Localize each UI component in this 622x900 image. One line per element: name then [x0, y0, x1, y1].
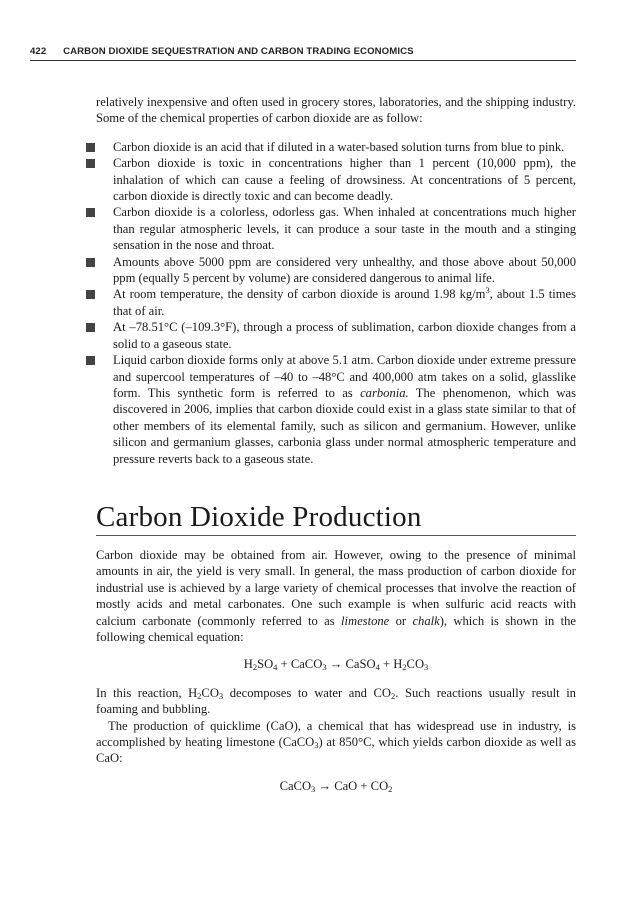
- chemical-equation-quicklime: [96, 778, 576, 794]
- emphasis-limestone: limestone: [341, 613, 390, 628]
- list-item-text: Carbon dioxide is a colorless, odorless gas. When inhaled at concentrations much higher than regular atmospheric levels, it can produce a sour taste in the mouth and a stinging sensation in the nose and throat.: [113, 205, 576, 253]
- bullet-square-icon: [86, 143, 95, 152]
- subscript: 3: [322, 662, 327, 673]
- reaction-paragraph: [96, 685, 576, 718]
- list-item-text: The phenomenon, which was discovered in 2006, implies that carbon dioxide could exist in a glass state similar to that of other members of its elemental family, such as silicon and germanium. However, unlike silicon and germanium glasses, carbonia glass under normal atmospheric temperature and pressure reverts back to a gaseous state.: [113, 385, 576, 466]
- bullet-square-icon: [86, 356, 95, 365]
- text-run: . Such reactions usually result in foaming and bubbling.: [96, 685, 576, 717]
- subscript: 3: [314, 740, 319, 750]
- subscript: 2: [252, 662, 258, 673]
- formula-text: H: [243, 657, 253, 672]
- text-run: decomposes to water and CO: [223, 685, 391, 700]
- list-item-text: At –78.51°C (–109.3°F), through a process of sublimation, carbon dioxide changes from a solid to a gaseous state.: [113, 320, 576, 351]
- subscript: 2: [390, 690, 396, 701]
- list-item-text: At room temperature, the density of carbon dioxide is around 1.98 kg/m: [113, 287, 486, 302]
- list-item-text: , about 1.5 times that of air.: [113, 287, 577, 318]
- list-item: [96, 319, 576, 352]
- section-heading: Carbon Dioxide Production: [96, 500, 576, 536]
- list-item: [96, 139, 576, 155]
- emphasis-carbonia: carbonia.: [360, 385, 409, 400]
- bullet-square-icon: [86, 290, 95, 299]
- page-body: [96, 94, 576, 806]
- subscript: 2: [402, 662, 407, 673]
- text-run: Carbon dioxide may be obtained from air. However, owing to the presence of minimal amounts in air, the yield is very small. In general, the mass production of carbon dioxide for industrial use is achieved by a large variety of chemical processes that involve the reaction of mostly acids and metal carbonates. One such example is when sulfuric acid reacts with calcium carbonate (commonly referred to as: [96, 547, 576, 628]
- subscript: 4: [375, 662, 380, 673]
- text-run: ), which is shown in the following chemical equation:: [96, 613, 576, 644]
- subscript: 2: [197, 690, 202, 701]
- list-item-text: Amounts above 5000 ppm are considered very unhealthy, and those above about 50,000 ppm (equally 5 percent by volume) are considered dangerous to animal life.: [113, 254, 576, 286]
- list-item-text: Carbon dioxide is toxic in concentrations higher than 1 percent (10,000 ppm), the inhalation of which can cause a feeling of drowsiness. At concentrations of 5 percent, carbon dioxide is directly toxic and can become deadly.: [113, 156, 576, 204]
- subscript: 4: [273, 662, 278, 673]
- page-number: 422: [30, 46, 47, 57]
- properties-list: [96, 139, 576, 467]
- subscript: 3: [311, 783, 316, 794]
- text-run: In this reaction, H: [96, 685, 198, 700]
- list-item-text: Liquid carbon dioxide forms only at above 5.1 atm. Carbon dioxide under extreme pressure and supercool temperatures of –40 to –48°C and 400,000 atm takes on a solid, glasslike form. This synthetic form is referred to as: [113, 353, 576, 400]
- quicklime-paragraph: [96, 718, 576, 767]
- subscript: 2: [388, 783, 393, 794]
- superscript: 3: [485, 285, 490, 296]
- subscript: 3: [424, 662, 429, 673]
- bullet-square-icon: [86, 208, 95, 217]
- chemical-equation-sulfuric: [96, 656, 576, 672]
- list-item: [96, 352, 576, 467]
- bullet-square-icon: [86, 258, 95, 267]
- text-run: or: [389, 613, 413, 628]
- list-item: [96, 155, 576, 204]
- intro-paragraph: relatively inexpensive and often used in grocery stores, laboratories, and the shipping industry. Some of the chemical properties of carbon dioxide are as follow:: [96, 95, 576, 126]
- list-item: [96, 286, 576, 319]
- bullet-square-icon: [86, 159, 95, 168]
- text-run: CO: [201, 685, 219, 700]
- running-title: CARBON DIOXIDE SEQUESTRATION AND CARBON TRADING ECONOMICS: [63, 46, 414, 57]
- formula-text: CaCO: [279, 778, 312, 793]
- text-run: The production of quicklime (CaO), a chemical that has widespread use in industry, is accomplished by heating limestone (CaCO: [96, 718, 576, 749]
- formula-text: + CaCO: [277, 657, 323, 672]
- production-paragraph: [96, 547, 576, 645]
- subscript: 3: [218, 690, 224, 701]
- formula-text: + H: [379, 657, 403, 672]
- formula-text: SO: [257, 657, 274, 672]
- list-item-text: Carbon dioxide is an acid that if diluted in a water-based solution turns from blue to pink.: [113, 139, 565, 154]
- list-item: [96, 204, 576, 253]
- formula-text: CO: [406, 657, 425, 672]
- bullet-square-icon: [86, 323, 95, 332]
- running-header: [30, 46, 576, 61]
- list-item: [96, 254, 576, 287]
- formula-text: → CaO + CO: [315, 778, 389, 793]
- emphasis-chalk: chalk: [412, 613, 440, 628]
- text-run: ) at 850°C, which yields carbon dioxide as well as CaO:: [96, 735, 576, 766]
- formula-text: → CaSO: [326, 657, 376, 672]
